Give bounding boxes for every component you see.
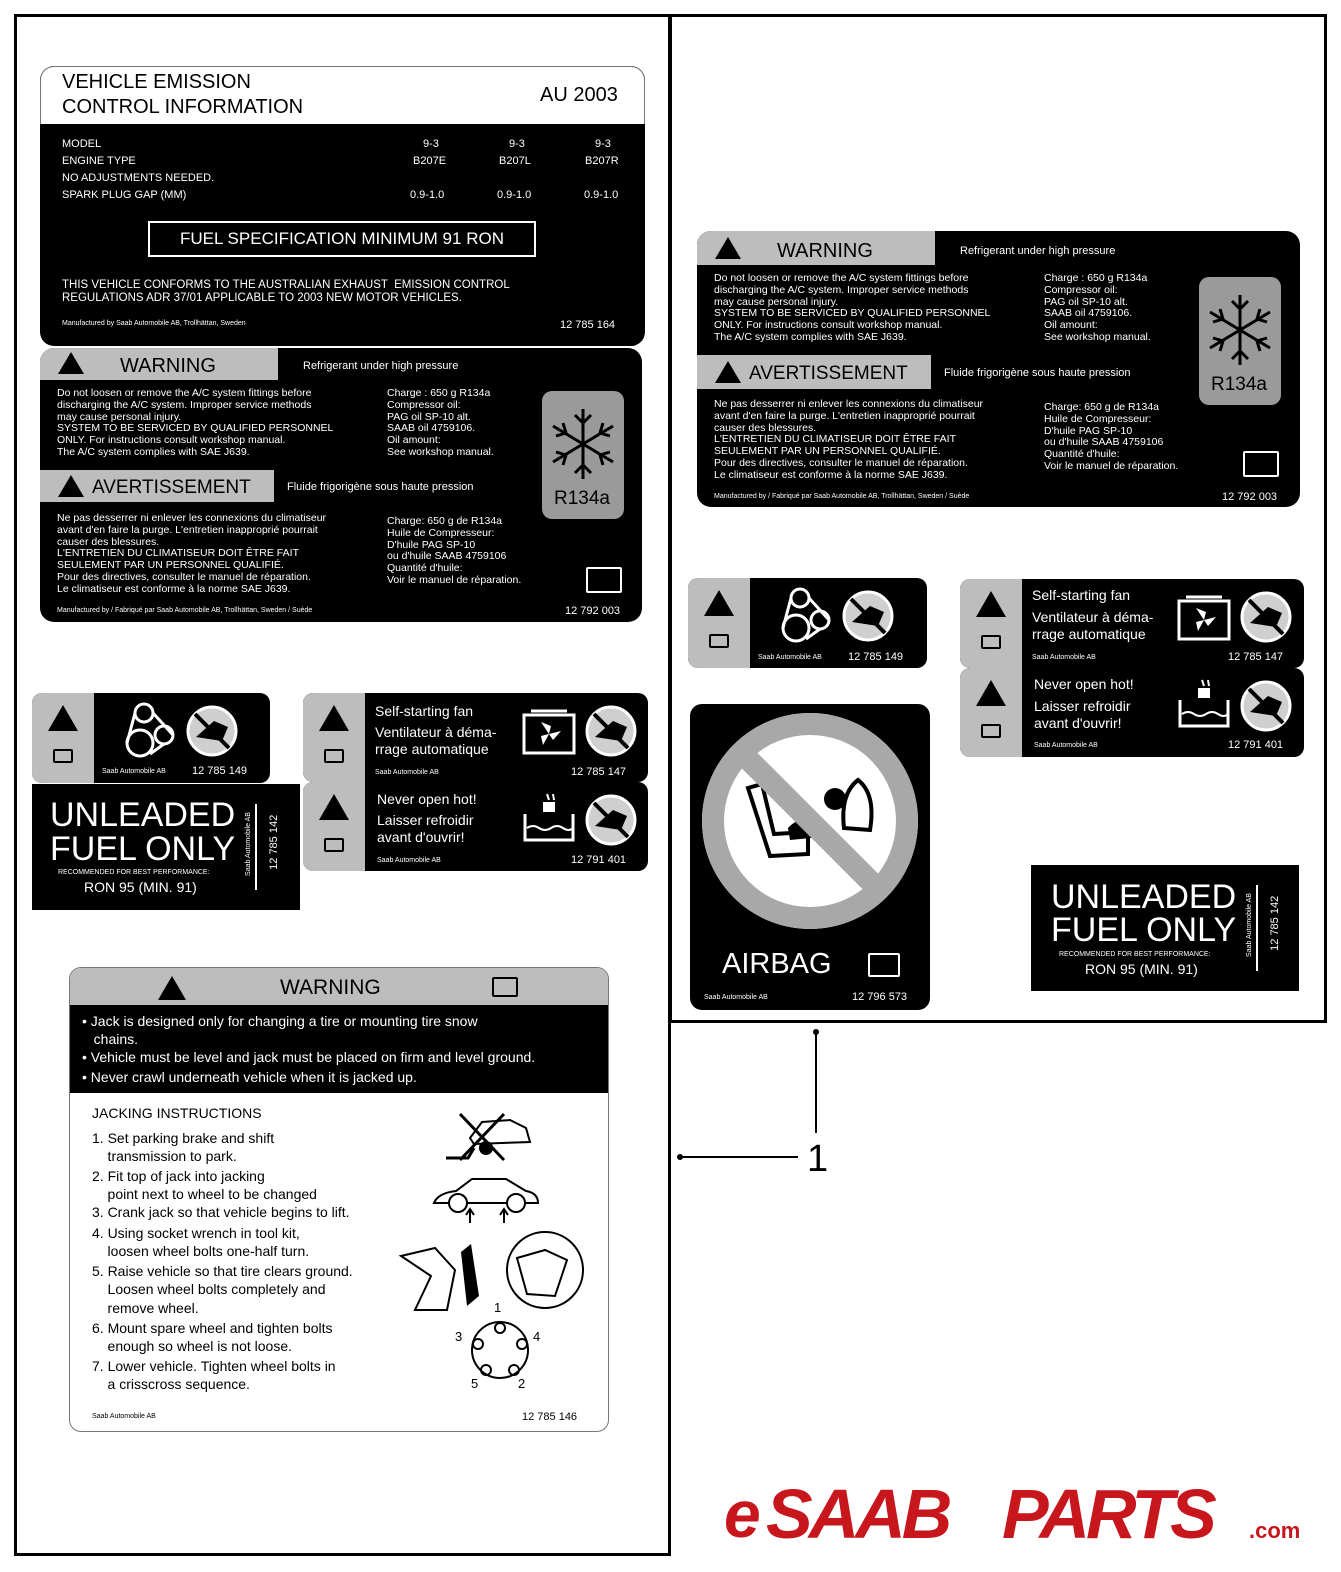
- fan-radiator-icon: [521, 709, 577, 757]
- jack-bullet-2: • Vehicle must be level and jack must be placed on firm and level ground.: [82, 1049, 536, 1065]
- fan-line1-r: Self-starting fan: [1032, 587, 1131, 603]
- fan-maker-r: Saab Automobile AB: [1032, 654, 1096, 661]
- logo-saab: SAAB: [766, 1475, 949, 1553]
- ac-part-no: 12 792 003: [565, 605, 621, 617]
- jack-wheel-icon: [395, 1226, 585, 1318]
- ac-avert-title-r: AVERTISSEMENT: [749, 363, 908, 384]
- hot-line3: avant d'ouvrir!: [377, 829, 465, 845]
- callout-number: 1: [807, 1138, 829, 1180]
- jack-bullet-1: • Jack is designed only for changing a tire or mounting tire snow chains.: [82, 1013, 478, 1048]
- fan-part-no-r: 12 785 147: [1228, 651, 1284, 663]
- fan-book-icon-r: [981, 635, 1001, 649]
- model-3: 9-3: [595, 138, 611, 150]
- snowflake-icon-r: [1199, 285, 1281, 375]
- logo-e: e: [724, 1477, 761, 1551]
- engine-2: B207L: [499, 155, 531, 167]
- model-1: 9-3: [423, 138, 439, 150]
- fan-line3-r: rrage automatique: [1032, 626, 1146, 642]
- hot-part-no: 12 791 401: [571, 854, 627, 866]
- hot-line1-r: Never open hot!: [1034, 676, 1134, 692]
- fuel-line2: FUEL ONLY: [50, 830, 236, 868]
- fan-line2-r: Ventilateur à déma-: [1032, 609, 1154, 625]
- warning-triangle-icon-r: [715, 237, 741, 259]
- hot-line2-r: Laisser refroidir: [1034, 698, 1131, 714]
- hot-part-no-r: 12 791 401: [1228, 739, 1284, 751]
- fan-book-icon: [324, 749, 344, 763]
- fan-triangle-icon-r: [976, 591, 1006, 617]
- jack-step-1: 1. Set parking brake and shift transmission to park.: [92, 1130, 275, 1165]
- fan-maker: Saab Automobile AB: [375, 769, 439, 776]
- logo-com: .com: [1249, 1518, 1301, 1543]
- belt-part-no: 12 785 149: [192, 765, 248, 777]
- ac-warning-title: WARNING: [120, 355, 216, 377]
- fan-no-touch-icon: [583, 703, 639, 759]
- belt-label-right: [688, 578, 927, 668]
- fuel-line2-r: FUEL ONLY: [1051, 911, 1237, 949]
- fan-part-no: 12 785 147: [571, 766, 627, 778]
- ac-fr-charge: Charge: 650 g de R134a Huile de Compresseur: D'huile PAG SP-10 ou d'huile SAAB 4759106 Quantité d'huile: Voir le manuel de réparation.: [387, 515, 522, 586]
- belt-pulley-icon: [122, 699, 182, 763]
- ac-label-left: [40, 348, 642, 622]
- ac-warning-sub-r: Refrigerant under high pressure: [960, 245, 1116, 257]
- hot-no-touch-icon: [583, 792, 639, 848]
- hot-no-touch-icon-r: [1238, 678, 1294, 734]
- fan-radiator-icon-r: [1176, 595, 1232, 643]
- fuel-divider: [255, 804, 257, 890]
- esaabparts-logo: [724, 1475, 1304, 1553]
- hot-maker-r: Saab Automobile AB: [1034, 742, 1098, 749]
- belt-maker: Saab Automobile AB: [102, 768, 166, 775]
- jack-step-7: 7. Lower vehicle. Tighten wheel bolts in a crisscross sequence.: [92, 1358, 336, 1393]
- ac-manufacturer: Manufactured by / Fabriqué par Saab Automobile AB, Trollhättan, Sweden / Suède: [57, 607, 313, 614]
- ac-fr-text: Ne pas desserrer ni enlever les connexions du climatiseur avant d'en faire la purge. L'entretien inapproprié pourrait causer des blessures. L'ENTRETIEN DU CLIMATISEUR DOIT ÊTRE FAIT SEULEMENT PAR UN PERSONNEL QUALIFIÉ. Pour des directives, consulter le manuel de réparation. Le climatiseur est conforme à la norme SAE J639.: [57, 512, 327, 595]
- row-label-engine: ENGINE TYPE: [62, 155, 136, 167]
- hot-line3-r: avant d'ouvrir!: [1034, 715, 1122, 731]
- bolt-num-5: 5: [471, 1376, 479, 1391]
- r134a-panel: [542, 391, 624, 519]
- hot-book-icon-r: [981, 724, 1001, 738]
- fuel-ron-r: RON 95 (MIN. 91): [1085, 961, 1198, 977]
- ac-avert-sub-r: Fluide frigorigène sous haute pression: [944, 367, 1131, 379]
- ac-avert-sub: Fluide frigorigène sous haute pression: [287, 481, 474, 493]
- emission-year: AU 2003: [540, 84, 618, 106]
- ac-warning-sub: Refrigerant under high pressure: [303, 360, 459, 372]
- fuel-label-right: [1031, 865, 1299, 991]
- ac-en-charge: Charge : 650 g R134a Compressor oil: PAG oil SP-10 alt. SAAB oil 4759106. Oil amount: See workshop manual.: [387, 387, 494, 458]
- ac-manufacturer-r: Manufactured by / Fabriqué par Saab Automobile AB, Trollhättan, Sweden / Suède: [714, 493, 970, 500]
- fuel-divider-r: [1256, 885, 1258, 971]
- hot-book-icon: [324, 838, 344, 852]
- fuel-maker: Saab Automobile AB: [244, 812, 252, 876]
- belt-triangle-icon-r: [704, 590, 734, 616]
- hot-line1: Never open hot!: [377, 791, 477, 807]
- bolt-num-3: 3: [455, 1329, 463, 1344]
- r134a-panel-r: [1199, 277, 1281, 405]
- row-label-adjust: NO ADJUSTMENTS NEEDED.: [62, 172, 215, 184]
- fuel-rec: RECOMMENDED FOR BEST PERFORMANCE:: [58, 869, 210, 876]
- emission-label: [40, 66, 645, 346]
- fan-label-right: [960, 579, 1304, 668]
- jack-step-6: 6. Mount spare wheel and tighten bolts enough so wheel is not loose.: [92, 1320, 333, 1355]
- emission-conformity: THIS VEHICLE CONFORMS TO THE AUSTRALIAN EXHAUST EMISSION CONTROL REGULATIONS ADR 37/01 APPLICABLE TO 2003 NEW MOTOR VEHICLES.: [62, 279, 510, 304]
- hot-maker: Saab Automobile AB: [377, 857, 441, 864]
- manual-book-icon-r: [1243, 451, 1279, 477]
- bolt-sequence-icon: [450, 1306, 550, 1396]
- fuel-part-no-r: 12 785 142: [1269, 895, 1282, 951]
- fuel-line1: UNLEADED: [50, 796, 236, 834]
- fuel-label-left: [32, 784, 300, 910]
- jack-maker: Saab Automobile AB: [92, 1413, 156, 1420]
- fuel-rec-r: RECOMMENDED FOR BEST PERFORMANCE:: [1059, 951, 1211, 958]
- bolt-num-4: 4: [533, 1329, 541, 1344]
- engine-1: B207E: [413, 155, 447, 167]
- fan-no-touch-icon-r: [1238, 589, 1294, 645]
- fan-label-left: [303, 693, 648, 782]
- no-touch-icon: [184, 703, 240, 759]
- jack-step-5: 5. Raise vehicle so that tire clears ground. Loosen wheel bolts completely and remove wheel.: [92, 1263, 353, 1316]
- ac-warning-title-r: WARNING: [777, 240, 873, 262]
- gap-3: 0.9-1.0: [584, 189, 619, 201]
- fuel-maker-r: Saab Automobile AB: [1245, 893, 1253, 957]
- jack-bullet-3: • Never crawl underneath vehicle when it is jacked up.: [82, 1069, 417, 1085]
- airbag-prohibition-icon: [690, 704, 930, 944]
- ac-label-right: [697, 231, 1300, 507]
- hot-triangle-icon: [319, 794, 349, 820]
- bolt-num-1: 1: [494, 1300, 502, 1315]
- hot-triangle-icon-r: [976, 680, 1006, 706]
- r134a-text-r: R134a: [1211, 374, 1267, 395]
- model-2: 9-3: [509, 138, 525, 150]
- ac-en-text: Do not loosen or remove the A/C system fittings before discharging the A/C system. Improper service methods may cause personal injury. SYSTEM TO BE SERVICED BY QUALIFIED PERSONNEL ONLY. For instructions consult workshop manual. The A/C system complies with SAE J639.: [57, 387, 334, 458]
- fan-line3: rrage automatique: [375, 741, 489, 757]
- jack-step-2: 2. Fit top of jack into jacking point next to wheel to be changed: [92, 1168, 317, 1203]
- snowflake-icon: [542, 399, 624, 489]
- belt-label-left: [32, 693, 270, 783]
- manual-book-icon: [586, 567, 622, 593]
- airbag-book-icon: [868, 953, 900, 977]
- ac-fr-charge-r: Charge: 650 g de R134a Huile de Compresseur: D'huile PAG SP-10 ou d'huile SAAB 4759106 Quantité d'huile: Voir le manuel de réparation.: [1044, 401, 1179, 472]
- belt-triangle-icon: [48, 705, 78, 731]
- fuel-part-no: 12 785 142: [268, 814, 281, 870]
- jack-warning-title: WARNING: [280, 976, 381, 999]
- ac-fr-text-r: Ne pas desserrer ni enlever les connexions du climatiseur avant d'en faire la purge. L'entretien inapproprié pourrait causer des blessures. L'ENTRETIEN DU CLIMATISEUR DOIT ÊTRE FAIT SEULEMENT PAR UN PERSONNEL QUALIFIÉ. Pour des directives, consulter le manuel de réparation. Le climatiseur est conforme à la norme SAE J639.: [714, 398, 984, 481]
- engine-3: B207R: [585, 155, 619, 167]
- belt-book-icon-r: [709, 634, 729, 648]
- hot-tank-icon-r: [1176, 678, 1232, 730]
- airbag-title: AIRBAG: [722, 948, 832, 980]
- airbag-part-no: 12 796 573: [852, 991, 908, 1003]
- fan-line2: Ventilateur à déma-: [375, 724, 497, 740]
- fuel-line1-r: UNLEADED: [1051, 878, 1237, 916]
- ac-en-text-r: Do not loosen or remove the A/C system fittings before discharging the A/C system. Improper service methods may cause personal injury. SYSTEM TO BE SERVICED BY QUALIFIED PERSONNEL ONLY. For instructions consult workshop manual. The A/C system complies with SAE J639.: [714, 272, 991, 343]
- gap-2: 0.9-1.0: [497, 189, 532, 201]
- hot-tank-icon: [521, 792, 577, 844]
- ac-part-no-r: 12 792 003: [1222, 491, 1278, 503]
- jack-triangle-icon: [158, 976, 186, 1000]
- ac-en-charge-r: Charge : 650 g R134a Compressor oil: PAG oil SP-10 alt. SAAB oil 4759106. Oil amount: See workshop manual.: [1044, 272, 1151, 343]
- fan-line1: Self-starting fan: [375, 703, 474, 719]
- fuel-spec-text: FUEL SPECIFICATION MINIMUM 91 RON: [180, 229, 504, 248]
- row-label-model: MODEL: [62, 138, 102, 150]
- r134a-text: R134a: [554, 488, 610, 509]
- emission-title-1: VEHICLE EMISSION: [62, 71, 251, 93]
- row-label-gap: SPARK PLUG GAP (MM): [62, 189, 187, 201]
- avert-triangle-icon: [58, 475, 84, 497]
- emission-title-2: CONTROL INFORMATION: [62, 96, 304, 118]
- belt-maker-r: Saab Automobile AB: [758, 654, 822, 661]
- airbag-label: [690, 704, 930, 1010]
- jack-heading: JACKING INSTRUCTIONS: [92, 1105, 262, 1121]
- fan-triangle-icon: [319, 705, 349, 731]
- bolt-num-2: 2: [518, 1376, 526, 1391]
- logo-parts: PARTS: [1002, 1475, 1213, 1553]
- hot-line2: Laisser refroidir: [377, 812, 474, 828]
- no-crawl-icon: [440, 1108, 540, 1164]
- jack-label: [69, 967, 609, 1432]
- jack-book-icon: [492, 977, 518, 997]
- emission-part-no: 12 785 164: [560, 319, 616, 331]
- warning-triangle-icon: [58, 352, 84, 374]
- car-jack-points-icon: [430, 1173, 542, 1225]
- jack-step-4: 4. Using socket wrench in tool kit, loosen wheel bolts one-half turn.: [92, 1225, 310, 1260]
- ac-avert-title: AVERTISSEMENT: [92, 477, 251, 498]
- fuel-ron: RON 95 (MIN. 91): [84, 879, 197, 895]
- jack-step-3: 3. Crank jack so that vehicle begins to lift.: [92, 1204, 350, 1220]
- belt-book-icon: [53, 749, 73, 763]
- jack-part-no: 12 785 146: [522, 1411, 578, 1423]
- airbag-maker: Saab Automobile AB: [704, 994, 768, 1001]
- hot-label-right: [960, 668, 1304, 757]
- belt-pulley-icon-r: [778, 584, 838, 648]
- belt-part-no-r: 12 785 149: [848, 651, 904, 663]
- emission-manufacturer: Manufactured by Saab Automobile AB, Trollhättan, Sweden: [62, 320, 246, 327]
- gap-1: 0.9-1.0: [410, 189, 445, 201]
- no-touch-icon-r: [840, 588, 896, 644]
- fuel-spec-box: [148, 221, 536, 257]
- hot-label-left: [303, 782, 648, 871]
- avert-triangle-icon-r: [715, 361, 741, 383]
